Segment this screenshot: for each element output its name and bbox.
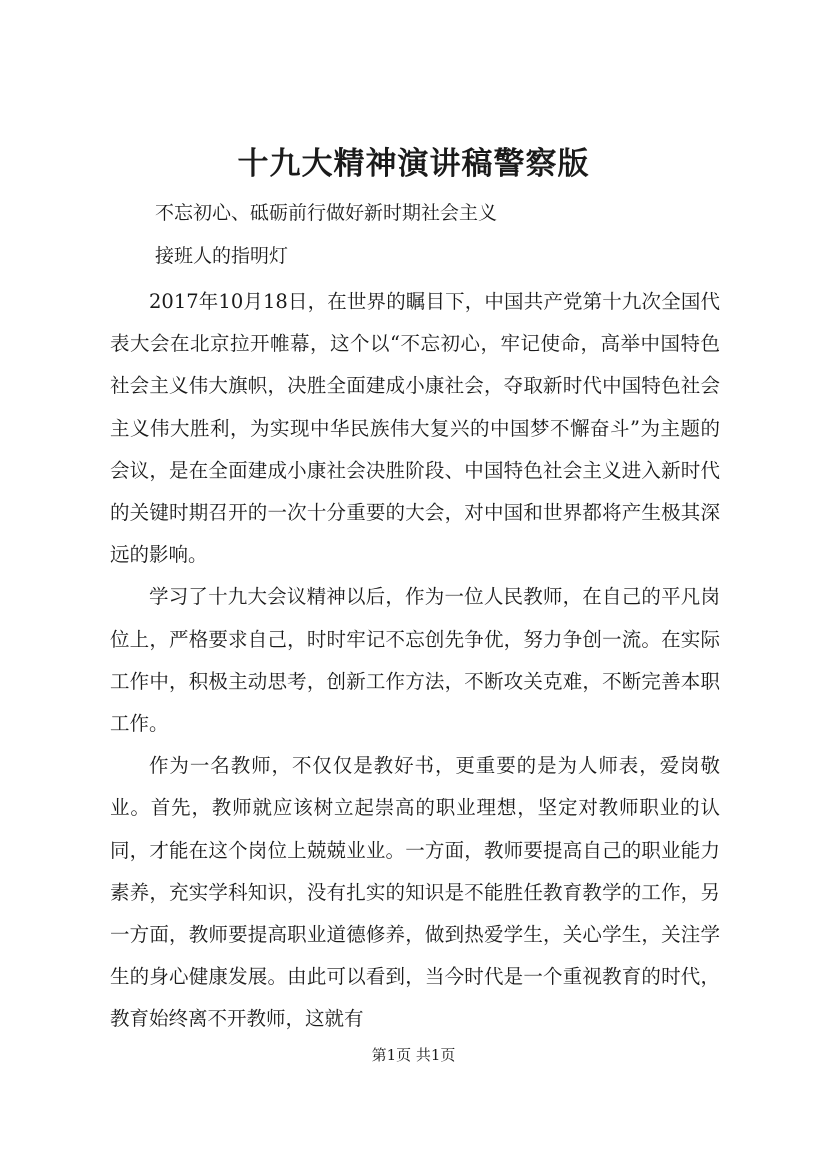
paragraph-1: 2017年10月18日，在世界的瞩目下，中国共产党第十九次全国代表大会在北京拉开帷幕，这个以“不忘初心，牢记使命，高举中国特色社会主义伟大旗帜，决胜全面建成小康社会，夺取新时代中国特色社会主义伟大胜利，为实现中华民族伟大复兴的中国梦不懈奋斗”为主题的会议，是在全面建成小康社会决胜阶段、中国特色社会主义进入新时代的关键时期召开的一次十分重要的大会，对中国和世界都将产生极其深远的影响。 xyxy=(110,290,720,567)
page-title: 十九大精神演讲稿警察版 xyxy=(237,146,590,182)
paragraph-2: 学习了十九大会议精神以后，作为一位人民教师，在自己的平凡岗位上，严格要求自己，时时牢记不忘创先争优，努力争创一流。在实际工作中，积极主动思考，创新工作方法，不断攻关克难，不断完善本职工作。 xyxy=(110,585,720,736)
page-footer: 第1页 共1页 xyxy=(371,1046,456,1064)
subtitle-line-1: 不忘初心、砥砺前行做好新时期社会主义 xyxy=(155,202,498,224)
paragraph-3: 作为一名教师，不仅仅是教好书，更重要的是为人师表，爱岗敬业。首先，教师就应该树立起崇高的职业理想，坚定对教师职业的认同，才能在这个岗位上兢兢业业。一方面，教师要提高自己的职业能力素养，充实学科知识，没有扎实的知识是不能胜任教育教学的工作，另一方面，教师要提高职业道德修养，做到热爱学生，关心学生，关注学生的身心健康发展。由此可以看到，当今时代是一个重视教育的时代，教育始终离不开教师，这就有 xyxy=(110,754,720,1031)
body-text xyxy=(110,281,720,1041)
subtitle-line-2: 接班人的指明灯 xyxy=(155,245,289,267)
